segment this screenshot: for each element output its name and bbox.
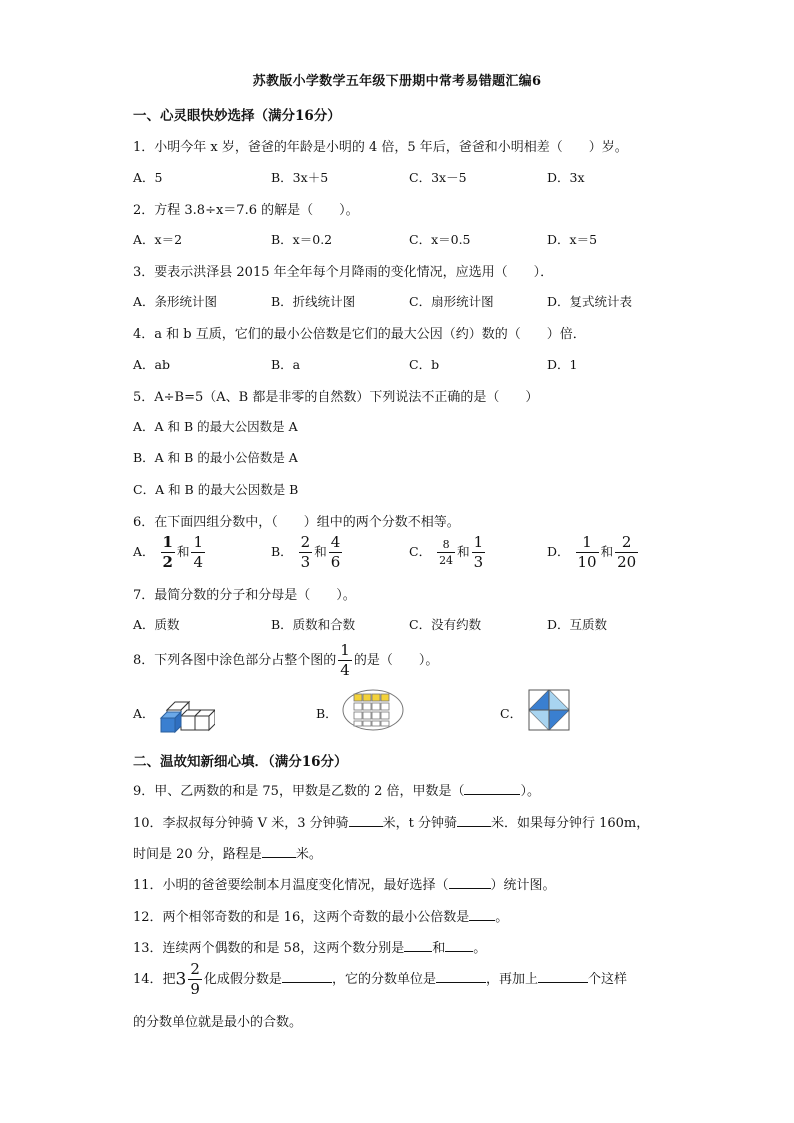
q6-d-label: D． (547, 544, 570, 559)
oval-boxes-figure[interactable] (341, 688, 405, 732)
q1-option-b[interactable]: B．3x＋5 (271, 170, 329, 185)
question-14-line2: 的分数单位就是最小的合数。 (133, 1015, 303, 1030)
and-text: 和 (314, 544, 327, 559)
question-12: 12．两个相邻奇数的和是 16，这两个奇数的最小公倍数是 。 (133, 910, 509, 925)
answer-blank[interactable] (538, 981, 588, 983)
question-3: 3．要表示洪泽县 2015 年全年每个月降雨的变化情况，应选用（ ）． (133, 265, 554, 280)
square-diamond-figure[interactable] (528, 689, 570, 731)
q1-option-d[interactable]: D．3x (547, 170, 585, 185)
question-9: 9．甲、乙两数的和是 75，甲数是乙数的 2 倍，甲数是（ ）。 (133, 784, 540, 799)
question-13: 13．连续两个偶数的和是 58，这两个数分别是 和 。 (133, 941, 487, 956)
q6-c-label: C． (409, 544, 432, 559)
question-6: 6．在下面四组分数中，（ ）组中的两个分数不相等。 (133, 515, 460, 530)
q5-option-b[interactable]: B．A 和 B 的最小公倍数是 A (133, 450, 298, 465)
answer-blank[interactable] (464, 793, 520, 795)
fraction: $\frac{1}{10}$ (577, 533, 597, 571)
question-8: 8．下列各图中涂色部分占整个图的 $\frac{1}{4}$ 的是（ ）。 (133, 641, 439, 679)
answer-blank[interactable] (436, 981, 486, 983)
q2-option-b[interactable]: B．x＝0.2 (271, 232, 333, 247)
fraction: $\frac{1}{4}$ (340, 641, 350, 679)
q6-option-c[interactable] (409, 535, 487, 570)
and-text: 和 (176, 544, 190, 559)
answer-blank[interactable] (469, 919, 495, 921)
q6-option-a[interactable] (133, 535, 207, 570)
question-11: 11．小明的爸爸要绘制本月温度变化情况，最好选择（ ）统计图。 (133, 878, 556, 893)
q2-option-d[interactable]: D．x＝5 (547, 232, 598, 247)
cubes-figure[interactable] (155, 694, 215, 734)
question-2: 2．方程 3.8÷x＝7.6 的解是（ ）。 (133, 203, 359, 218)
fraction: $\frac{1}{4}$ (193, 533, 204, 571)
answer-blank[interactable] (349, 825, 383, 827)
answer-blank[interactable] (282, 981, 332, 983)
answer-blank[interactable] (404, 950, 432, 952)
fraction: $\frac{2}{9}$ (190, 960, 200, 998)
q4-option-d[interactable]: D．1 (547, 357, 578, 372)
q4-option-a[interactable]: A．ab (133, 357, 170, 372)
q7-option-a[interactable]: A．质数 (133, 617, 180, 632)
q3-option-c[interactable]: C．扇形统计图 (409, 294, 494, 309)
fraction: $\frac{1}{2}$ (162, 533, 173, 571)
question-10-line2: 时间是 20 分，路程是 米。 (133, 847, 322, 862)
q4-option-c[interactable]: C．b (409, 357, 440, 372)
question-5: 5．A÷B=5（A、B 都是非零的自然数）下列说法不正确的是（ ） (133, 390, 539, 405)
q7-option-d[interactable]: D．互质数 (547, 617, 608, 632)
section1-heading: 一、心灵眼快妙选择（满分16分） (133, 108, 341, 124)
section2-heading: 二、温故知新细心填．（满分16分） (133, 754, 348, 770)
q7-option-b[interactable]: B．质数和合数 (271, 617, 356, 632)
question-1: 1．小明今年 x 岁，爸爸的年龄是小明的 4 倍，5 年后，爸爸和小明相差（ ）岁。 (133, 140, 628, 155)
question-10: 10．李叔叔每分钟骑 V 米，3 分钟骑 米，t 分钟骑 米．如果每分钟行 160m， (133, 816, 650, 831)
q5-option-a[interactable]: A．A 和 B 的最大公因数是 A (133, 419, 298, 434)
q1-option-c[interactable]: C．3x－5 (409, 170, 467, 185)
answer-blank[interactable] (262, 856, 296, 858)
question-4: 4．a 和 b 互质，它们的最小公倍数是它们的最大公因（约）数的（ ）倍． (133, 327, 586, 342)
q6-option-d[interactable] (547, 535, 640, 570)
page-title: 苏教版小学数学五年级下册期中常考易错题汇编6 (252, 74, 542, 89)
q1-option-a[interactable]: A．5 (133, 170, 163, 185)
q2-option-c[interactable]: C．x＝0.5 (409, 232, 471, 247)
fraction: $\frac{2}{3}$ (300, 533, 311, 571)
fraction: $\frac{8}{24}$ (439, 538, 454, 567)
q3-option-d[interactable]: D．复式统计表 (547, 294, 633, 309)
q5-option-c[interactable]: C．A 和 B 的最大公因数是 B (133, 482, 299, 497)
answer-blank[interactable] (457, 825, 491, 827)
q2-option-a[interactable]: A．x＝2 (133, 232, 183, 247)
q8-option-b[interactable]: B． (316, 706, 338, 721)
q7-option-c[interactable]: C．没有约数 (409, 617, 482, 632)
fraction: $\frac{4}{6}$ (330, 533, 341, 571)
q6-option-b[interactable] (271, 535, 344, 570)
answer-blank[interactable] (445, 950, 473, 952)
q8-option-a[interactable]: A． (133, 706, 155, 721)
q8-option-c[interactable]: C． (500, 706, 523, 721)
q3-option-b[interactable]: B．折线统计图 (271, 294, 356, 309)
question-14: 14．把3 $\frac{2}{9}$ 化成假分数是 ，它的分数单位是 ，再加上 个这样 (133, 960, 627, 998)
q6-b-label: B． (271, 544, 293, 559)
fraction: $\frac{2}{20}$ (617, 533, 637, 571)
q6-a-label: A． (133, 544, 155, 559)
answer-blank[interactable] (449, 887, 491, 889)
and-text: 和 (457, 544, 470, 559)
q4-option-b[interactable]: B．a (271, 357, 301, 372)
fraction: $\frac{1}{3}$ (473, 533, 484, 571)
and-text: 和 (600, 544, 614, 559)
q3-option-a[interactable]: A．条形统计图 (133, 294, 218, 309)
question-7: 7．最简分数的分子和分母是（ ）。 (133, 588, 356, 603)
mixed-number-whole: 3 (175, 969, 187, 990)
